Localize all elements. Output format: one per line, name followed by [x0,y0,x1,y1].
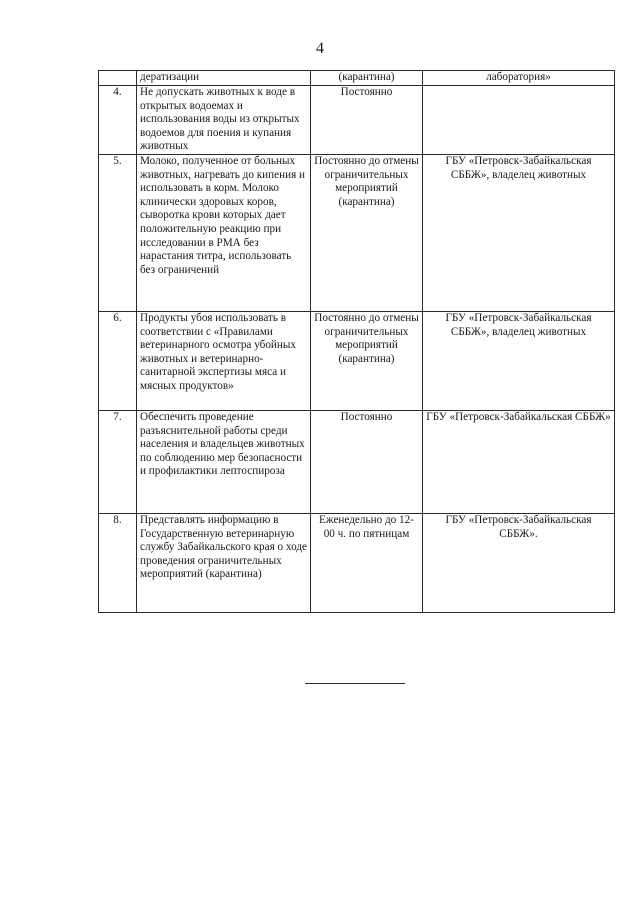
cell-measure: Продукты убоя использовать в соответствии с «Правилами ветеринарного осмотра убойных животных и ветеринарно-санитарной экспертизы мяса и мясных продуктов» [137,312,311,411]
cell-responsible: ГБУ «Петровск-Забайкальская СББЖ», владелец животных [423,312,615,411]
cell-num [99,71,137,86]
cell-responsible: ГБУ «Петровск-Забайкальская СББЖ». [423,514,615,613]
cell-measure: дератизации [137,71,311,86]
table-row [99,514,615,613]
page-number: 4 [316,40,324,57]
cell-responsible: ГБУ «Петровск-Забайкальская СББЖ», владелец животных [423,155,615,312]
cell-num: 5. [99,155,137,312]
cell-num: 7. [99,411,137,514]
cell-responsible: ГБУ «Петровск-Забайкальская СББЖ» [423,411,615,514]
cell-term: Еженедельно до 12-00 ч. по пятницам [311,514,423,613]
cell-num: 6. [99,312,137,411]
cell-num: 4. [99,86,137,155]
table-row [99,411,615,514]
table-row [99,312,615,411]
cell-measure: Молоко, полученное от больных животных, нагревать до кипения и использовать в корм. Молоко клинически здоровых коров, сыворотка крови которых дает положительную реакцию при исследовании в РМА без нарастания титра, использовать без ограничений [137,155,311,312]
cell-responsible: лаборатория» [423,71,615,86]
table-row [99,155,615,312]
cell-measure: Обеспечить проведение разъяснительной работы среди населения и владельцев животных по соблюдению мер безопасности и профилактики лептоспироза [137,411,311,514]
cell-term: Постоянно [311,86,423,155]
cell-num: 8. [99,514,137,613]
cell-term: Постоянно до отмены ограничительных мероприятий (карантина) [311,312,423,411]
cell-responsible [423,86,615,155]
table-row [99,86,615,155]
cell-term: Постоянно [311,411,423,514]
measures-table [98,70,615,613]
cell-term: Постоянно до отмены ограничительных мероприятий (карантина) [311,155,423,312]
cell-measure: Не допускать животных к воде в открытых водоемах и использования воды из открытых водоемов для поения и купания животных [137,86,311,155]
closing-divider [305,683,405,684]
table-row-continuation [99,71,615,86]
cell-measure: Представлять информацию в Государственную ветеринарную службу Забайкальского края о ходе проведения ограничительных мероприятий (карантина) [137,514,311,613]
cell-term: (карантина) [311,71,423,86]
